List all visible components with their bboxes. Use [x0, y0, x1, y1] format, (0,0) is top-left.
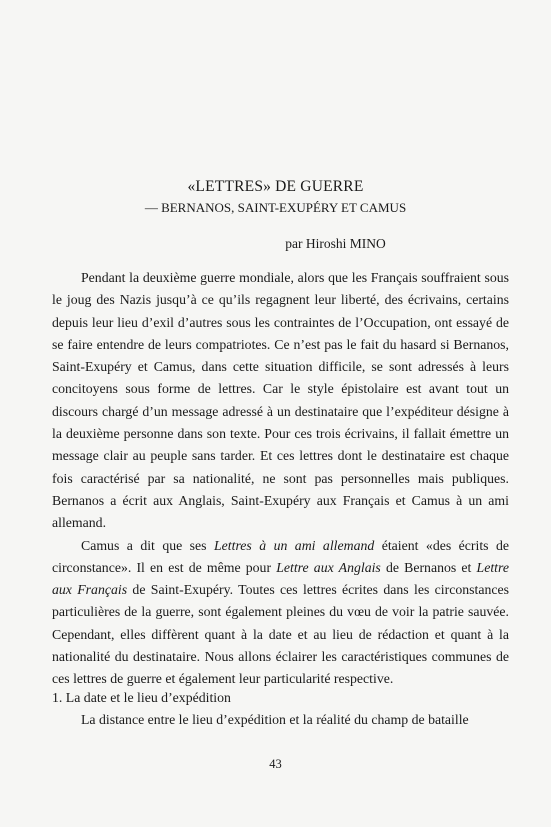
paragraph-2-text-c: de Bernanos et	[380, 559, 477, 575]
work-title-lettre-aux-anglais: Lettre aux Anglais	[276, 559, 381, 575]
paragraph-2	[52, 535, 509, 691]
article-subtitle: — BERNANOS, SAINT-EXUPÉRY ET CAMUS	[144, 200, 407, 215]
article-body	[52, 267, 509, 691]
paragraph-1: Pendant la deuxième guerre mondiale, alors que les Français souffraient sous le joug des Nazis jusqu’à ce qu’ils regagnent leur liberté, des écrivains, certains depuis leur lieu d’exil d’autres sous les contraintes de l’Occupation, ont essayé de se faire entendre de leurs compatriotes. Ce n’est pas le fait du hasard si Bernanos, Saint-Exupéry et Camus, dans cette situation difficile, se sont adressés à leurs concitoyens sous forme de lettres. Car le style épistolaire est avant tout un discours chargé d’un message adressé à un destinataire que l’expéditeur désigne à la deuxième personne dans son texte. Pour ces trois écrivains, il fallait émettre un message clair au peuple sans tarder. Et ces lettres dont le destinataire est chaque fois caractérisé par sa nationalité, ne sont pas personnelles mais publiques. Bernanos a écrit aux Anglais, Saint-Exupéry aux Français et Camus à un ami allemand.	[52, 270, 509, 531]
paragraph-2-text-b: étaient «des écrits de circonstance». Il en est de même pour	[52, 537, 509, 575]
section-heading: 1. La date et le lieu d’expédition	[52, 690, 231, 705]
paragraph-2-text-d: de Saint-Exupéry. Toutes ces lettres écrites dans les circonstances particulières de la guerre, sont également pleines du vœu de voir la patrie sauvée. Cependant, elles diffèrent quant à la date et au lieu de rédaction et quant à la nationalité du destinataire. Nous allons éclairer les caractéristiques communes de ces lettres de guerre et également leur particularité respective.	[52, 582, 509, 687]
page-number: 43	[269, 757, 282, 771]
work-title-lettre-aux-francais: Lettre aux Français	[52, 559, 509, 598]
article-title: «LETTRES» DE GUERRE	[187, 178, 364, 195]
work-title-lettres-ami-allemand: Lettres à un ami allemand	[213, 537, 375, 553]
author-line: par Hiroshi MINO	[285, 236, 386, 251]
paragraph-2-text-a: Camus a dit que ses	[81, 537, 214, 553]
section-first-line: La distance entre le lieu d’expédition et la réalité du champ de bataille	[81, 712, 469, 727]
